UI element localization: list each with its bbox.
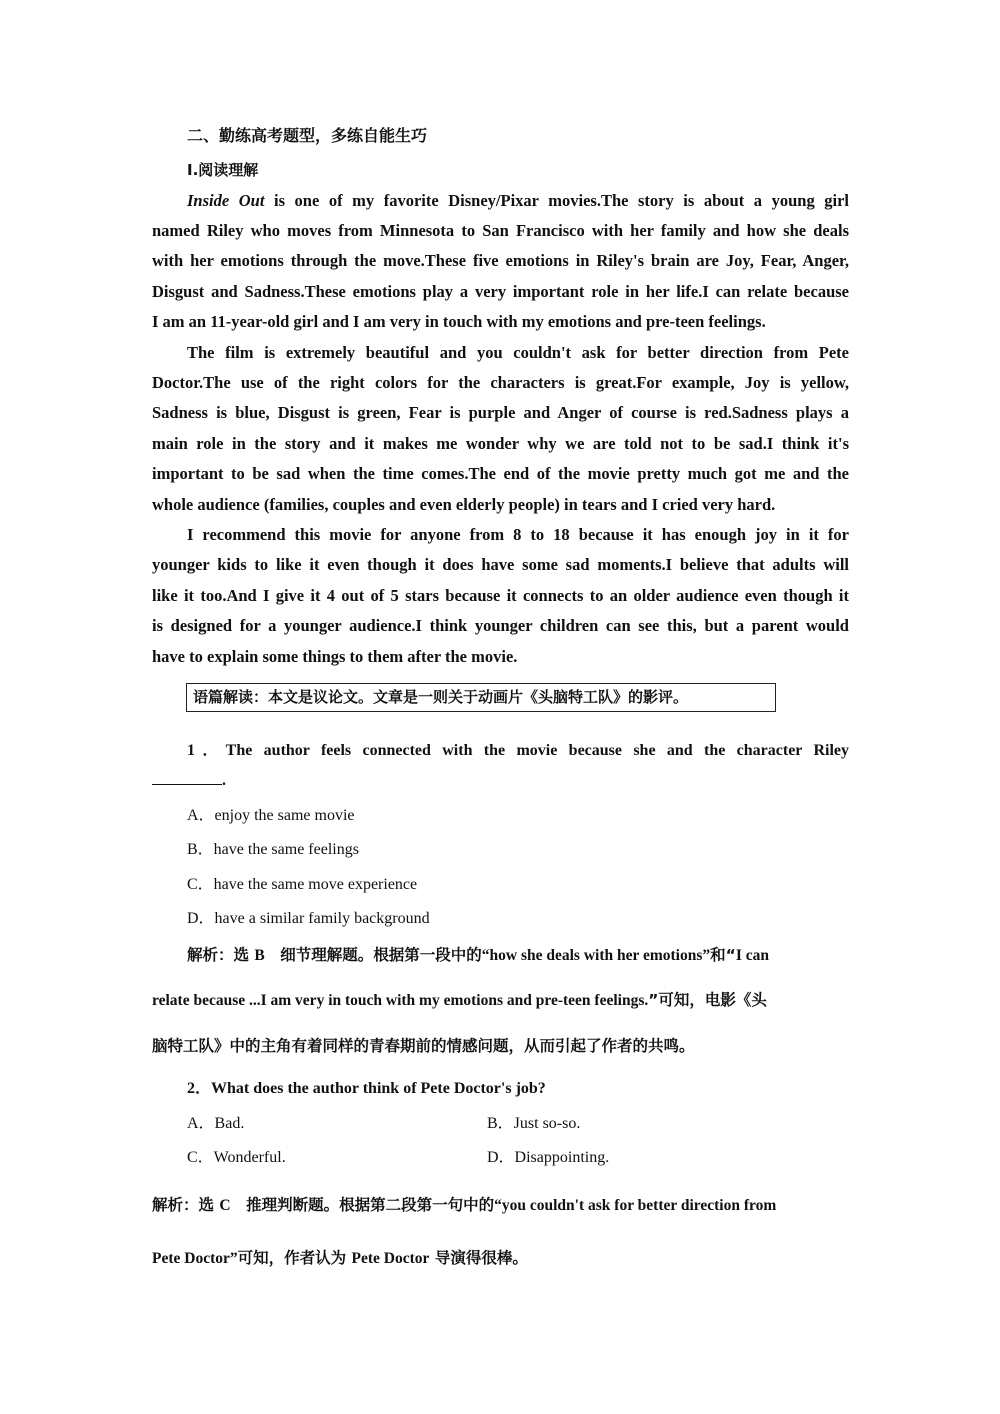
question-1-analysis-line: relate because ...I am very in touch with my emotions and pre-teen feelings.”可知，电影《头: [152, 991, 767, 1009]
passage-summary-box: 语篇解读：本文是议论文。文章是一则关于动画片《头脑特工队》的影评。: [186, 683, 776, 712]
section-subtitle: Ⅰ.阅读理解: [187, 161, 259, 179]
question-1-analysis-line: 解析：选 B 细节理解题。根据第一段中的“how she deals with her emotions”和“I can: [187, 946, 769, 964]
section-title: 二、勤练高考题型，多练自能生巧: [187, 126, 428, 145]
passage-line: Disgust and Sadness.These emotions play a very important role in her life.I can relate because: [152, 282, 849, 301]
passage-line: Doctor.The use of the right colors for the characters is great.For example, Joy is yellow,: [152, 373, 849, 392]
question-1-analysis-line: 脑特工队》中的主角有着同样的青春期前的情感问题，从而引起了作者的共鸣。: [152, 1037, 695, 1055]
question-1-option-c: C．have the same move experience: [187, 876, 418, 893]
question-1-option-b: B．have the same feelings: [187, 841, 359, 858]
question-1-option-d: D．have a similar family background: [187, 910, 430, 927]
answer-blank: [152, 770, 222, 785]
question-2-option-c: C．Wonderful.: [187, 1149, 286, 1166]
passage-line: whole audience (families, couples and even elderly people) in tears and I cried very hard.: [152, 495, 776, 514]
passage-line: have to explain some things to them after the movie.: [152, 647, 518, 666]
passage-line: younger kids to like it even though it does have some sad moments.I believe that adults will: [152, 555, 849, 574]
passage-line: I am an 11-year-old girl and I am very in touch with my emotions and pre-teen feelings.: [152, 312, 766, 331]
passage-line: with her emotions through the move.These five emotions in Riley's brain are Joy, Fear, Anger,: [152, 251, 849, 270]
passage-line: I recommend this movie for anyone from 8 to 18 because it has enough joy in it for: [187, 525, 849, 544]
passage-line: like it too.And I give it 4 out of 5 stars because it connects to an older audience even though it: [152, 586, 849, 605]
question-2-option-b: B．Just so-so.: [487, 1115, 581, 1132]
question-1-blank: .: [152, 770, 226, 790]
movie-title: Inside Out: [187, 191, 265, 210]
passage-line: is designed for a younger audience.I think younger children can see this, but a parent would: [152, 616, 849, 635]
question-1-option-a: A．enjoy the same movie: [187, 807, 355, 824]
question-2-option-a: A．Bad.: [187, 1115, 245, 1132]
question-2-stem: 2．What does the author think of Pete Doctor's job?: [187, 1080, 546, 1097]
question-2-option-d: D．Disappointing.: [487, 1149, 610, 1166]
passage-line: important to be sad when the time comes.The end of the movie pretty much got me and the: [152, 464, 849, 483]
passage-line: Inside Out is one of my favorite Disney/Pixar movies.The story is about a young girl: [187, 191, 849, 210]
question-2-analysis-line: 解析：选 C 推理判断题。根据第二段第一句中的“you couldn't ask for better direction from: [152, 1196, 777, 1214]
passage-line: main role in the story and it makes me wonder why we are told not to be sad.I think it's: [152, 434, 849, 453]
passage-line: Sadness is blue, Disgust is green, Fear is purple and Anger of course is red.Sadness plays a: [152, 403, 849, 422]
passage-line: The film is extremely beautiful and you couldn't ask for better direction from Pete: [187, 343, 849, 362]
question-1-stem: 1．The author feels connected with the movie because she and the character Riley: [187, 742, 849, 759]
question-2-analysis-line: Pete Doctor”可知，作者认为 Pete Doctor 导演得很棒。: [152, 1249, 528, 1267]
passage-line: named Riley who moves from Minnesota to San Francisco with her family and how she deals: [152, 221, 849, 240]
